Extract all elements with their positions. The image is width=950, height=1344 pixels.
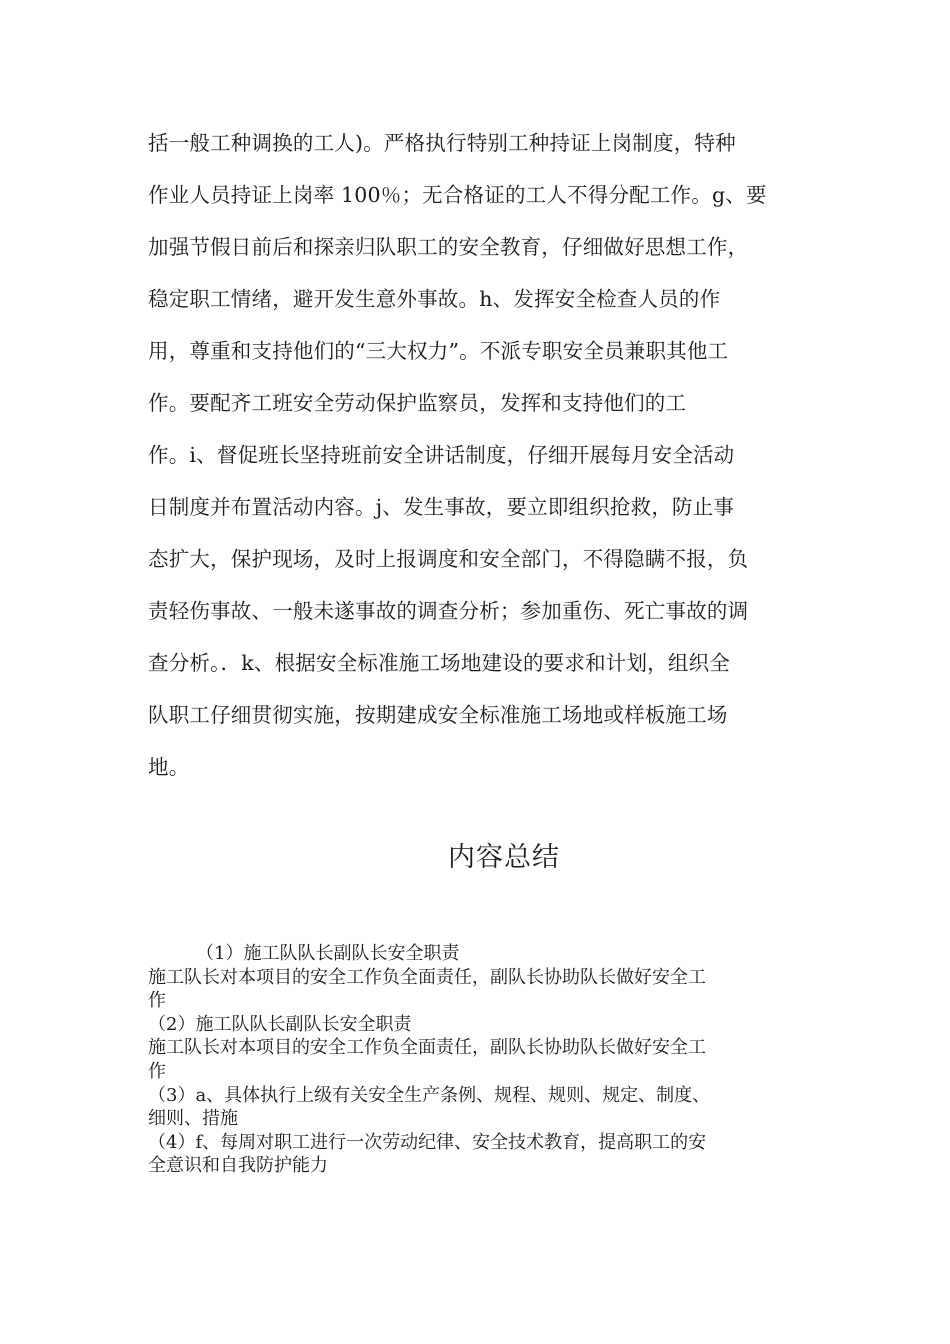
body-line: 稳定职工情绪，避开发生意外事故。h、发挥安全检查人员的作 [148, 287, 721, 311]
summary-item-heading: （3）a、具体执行上级有关安全生产条例、规程、规则、规定、制度、 [148, 1084, 711, 1106]
body-line: 作。i、督促班长坚持班前安全讲话制度，仔细开展每月安全活动 [148, 443, 735, 467]
body-line: 作。要配齐工班安全劳动保护监察员，发挥和支持他们的工 [148, 391, 687, 415]
summary-line: 施工队长对本项目的安全工作负全面责任，副队长协助队长做好安全工 [148, 1037, 706, 1059]
body-line: 加强节假日前后和探亲归队职工的安全教育，仔细做好思想工作， [148, 235, 749, 259]
summary-list [148, 942, 828, 1178]
summary-title: 内容总结 [448, 842, 560, 873]
summary-item-heading: （1）施工队队长副队长安全职责 [196, 943, 460, 964]
body-line: 队职工仔细贯彻实施，按期建成安全标准施工场地或样板施工场 [148, 703, 728, 727]
body-line: 日制度并布置活动内容。j、发生事故，要立即组织抢救，防止事 [148, 495, 735, 519]
body-line: 括一般工种调换的工人)。严格执行特别工种持证上岗制度，特种 [148, 131, 736, 155]
summary-line: 作 [148, 990, 166, 1012]
summary-line: 全意识和自我防护能力 [148, 1155, 328, 1177]
body-line: 态扩大，保护现场，及时上报调度和安全部门，不得隐瞒不报，负 [148, 547, 749, 571]
summary-line: 细则、措施 [148, 1108, 238, 1130]
body-line: 查分析。．k、根据安全标准施工场地建设的要求和计划，组织全 [148, 651, 730, 675]
body-paragraph [148, 117, 828, 793]
summary-line: 作 [148, 1060, 166, 1082]
body-line: 责轻伤事故、一般未遂事故的调查分析；参加重伤、死亡事故的调 [148, 599, 749, 623]
summary-line: 施工队长对本项目的安全工作负全面责任，副队长协助队长做好安全工 [148, 966, 706, 988]
body-line: 作业人员持证上岗率 100％；无合格证的工人不得分配工作。g、要 [148, 183, 767, 207]
summary-item-heading: （2）施工队队长副队长安全职责 [148, 1013, 412, 1035]
body-line: 地。 [148, 755, 190, 779]
summary-item-heading: （4）f、每周对职工进行一次劳动纪律、安全技术教育，提高职工的安 [148, 1131, 707, 1153]
body-line: 用，尊重和支持他们的“三大权力”。不派专职安全员兼职其他工 [148, 339, 729, 363]
